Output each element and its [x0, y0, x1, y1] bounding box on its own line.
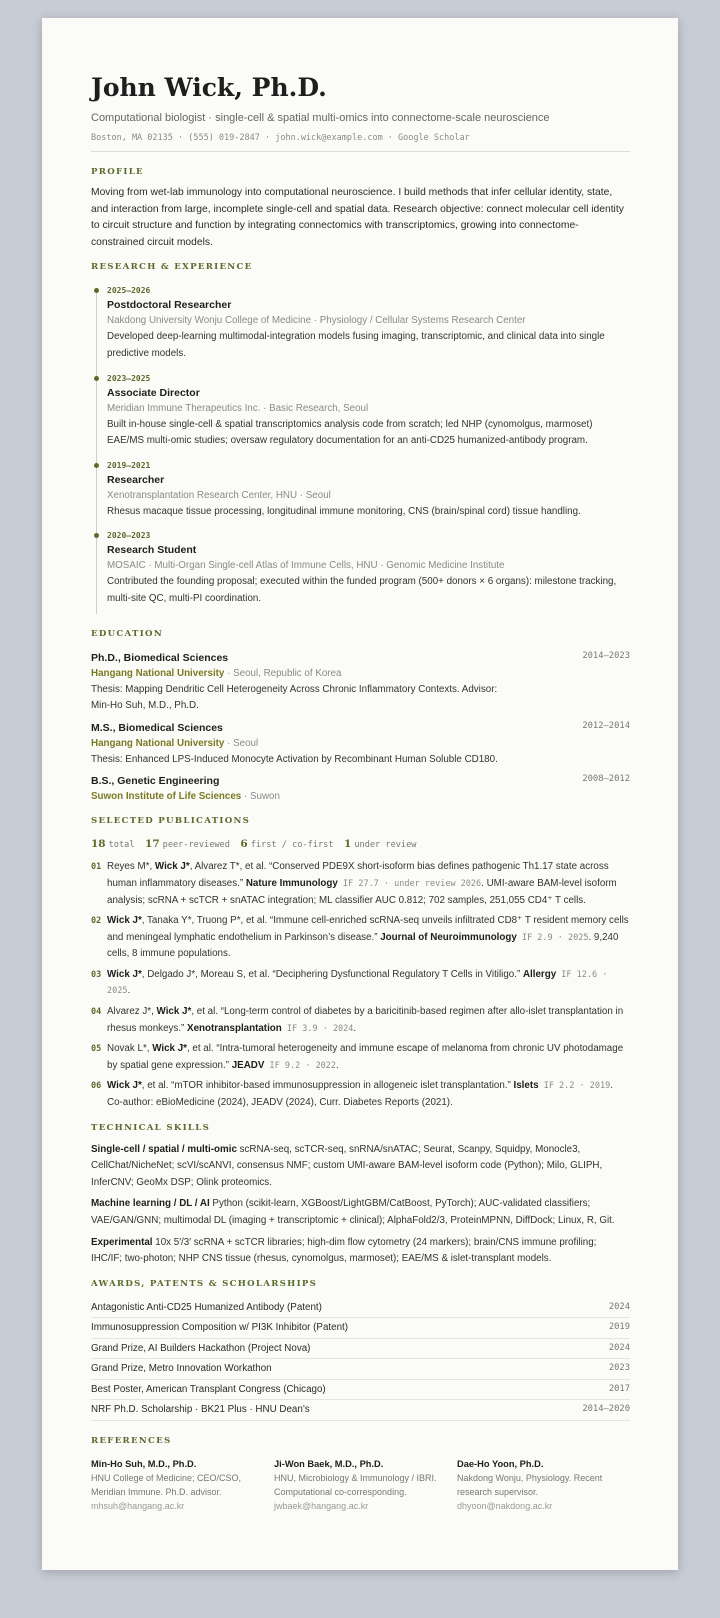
section-heading-skills: TECHNICAL SKILLS [91, 1122, 211, 1133]
education-years: 2014–2023 [582, 650, 630, 661]
stat-value: 17 [145, 838, 160, 851]
timeline-dot [94, 376, 99, 381]
award-year: 2023 [608, 1363, 630, 1374]
award-year: 2024 [608, 1301, 630, 1312]
award-name: NRF Ph.D. Scholarship · BK21 Plus · HNU Dean’s [91, 1404, 310, 1416]
author-rest-title: , Alvarez T*, et al. “Conserved PDE9X short-isoform bias defines pathogenic Th1.17 state across human inflammatory diseases.” [107, 861, 609, 889]
experience-timeline [91, 285, 630, 607]
author-prefix: Reyes M*, [107, 861, 155, 873]
publication-number: 03 [91, 969, 102, 980]
degree-title: Ph.D., Biomedical Sciences [91, 651, 229, 664]
author-rest-title: , Delgado J*, Moreau S, et al. “Deciphering Dysfunctional Regulatory T Cells in Vitiligo.” [141, 968, 523, 980]
publication-number: 06 [91, 1081, 102, 1092]
award-row [91, 1298, 630, 1319]
timeline-dot [94, 288, 99, 293]
stat-label: total [108, 840, 135, 851]
publication-number: 05 [91, 1044, 102, 1055]
experience-org: MOSAIC · Multi-Organ Single-cell Atlas of Immune Cells, HNU · Genomic Medicine Institute [107, 560, 505, 572]
reference-card [457, 1457, 627, 1513]
publication-note: . Co-author: eBioMedicine (2024), JEADV (2024), Curr. Diabetes Reports (2021). [107, 1080, 613, 1109]
award-year: 2024 [608, 1342, 630, 1353]
experience-item [91, 373, 630, 450]
stat-value: 6 [240, 838, 248, 851]
award-name: Grand Prize, Metro Innovation Workathon [91, 1363, 272, 1375]
award-name: Best Poster, American Transplant Congress (Chicago) [91, 1383, 326, 1395]
reference-email[interactable]: jwbaek@hangang.ac.kr [274, 1500, 369, 1511]
skill-text: Python (scikit-learn, XGBoost/LightGBM/CatBoost, PyTorch); AUC-validated classifiers; VAE/GAN/GNN; multimodal DL (imaging + transcriptomic + clinical); AlphaFold2/3, ProteinMPNN, DiffDock; Linux, R, Git. [91, 1198, 615, 1226]
timeline-dot [94, 533, 99, 538]
experience-title: Postdoctoral Researcher [107, 299, 232, 312]
section-heading-education: EDUCATION [91, 628, 163, 639]
author-self: Wick J* [154, 861, 190, 873]
degree-title: M.S., Biomedical Sciences [91, 721, 223, 734]
publication-authors [107, 1080, 514, 1091]
journal-name: Allergy [522, 968, 557, 980]
journal-name: Islets [513, 1080, 539, 1092]
publication-list [91, 859, 630, 1111]
candidate-name: John Wick, Ph.D. [91, 73, 327, 102]
education-item [91, 720, 630, 769]
publication-stats [91, 837, 630, 852]
publication-item [91, 1078, 630, 1111]
journal-meta: IF 12.6 · 2025 [107, 969, 608, 997]
publication-authors [107, 969, 523, 980]
experience-description: Contributed the founding proposal; executed within the funded program (500+ donors × 6 organs): milestone tracking, multi-site QC, multi-PI coordination. [107, 576, 617, 604]
school-location: · Suwon [241, 791, 280, 803]
school-location: · Seoul, Republic of Korea [224, 667, 342, 679]
school-line [91, 666, 630, 682]
school-name: Suwon Institute of Life Sciences [91, 791, 242, 803]
experience-years: 2025–2026 [107, 286, 151, 296]
award-name: Grand Prize, AI Builders Hackathon (Project Nova) [91, 1342, 311, 1354]
publication-authors [107, 1006, 623, 1034]
timeline-dot [94, 463, 99, 468]
stat-label: first / co-first [250, 840, 334, 851]
skill-group [91, 1235, 630, 1268]
author-prefix: Novak L*, [107, 1043, 153, 1055]
skill-label: Experimental [91, 1236, 153, 1248]
stat-value: 1 [344, 838, 352, 851]
reference-name: Min-Ho Suh, M.D., Ph.D. [91, 1458, 197, 1469]
section-heading-awards: AWARDS, PATENTS & SCHOLARSHIPS [91, 1278, 318, 1289]
author-self: Wick J* [156, 1006, 192, 1018]
publication-number: 04 [91, 1007, 102, 1018]
author-rest-title: , Tanaka Y*, Truong P*, et al. “Immune cell-enriched scRNA-seq unveils infiltrated CD8⁺ T resident memory cells and meningeal lymphatic endothelium in Parkinson’s disease.” [107, 915, 629, 943]
skill-text: 10x 5′/3′ scRNA + scTCR libraries; high-dim flow cytometry (24 markers); brain/CNS immune profiling; IHC/IF; two-photon; NHP CNS tissue (rhesus, cynomolgus, marmoset); EAE/MS & islet-transplant models. [91, 1236, 597, 1265]
award-row [91, 1380, 630, 1401]
journal-name: Nature Immunology [245, 877, 338, 889]
publication-item [91, 859, 630, 909]
experience-title: Research Student [107, 544, 197, 557]
stat-value: 18 [91, 838, 106, 851]
award-row [91, 1318, 630, 1339]
tagline: Computational biologist · single-cell & spatial multi-omics into connectome-scale neuroscience [91, 112, 550, 124]
experience-item [91, 530, 630, 607]
references-row [91, 1457, 630, 1513]
education-item [91, 773, 630, 805]
journal-meta: IF 3.9 · 2024 [281, 1023, 354, 1034]
reference-email[interactable]: mhsuh@hangang.ac.kr [91, 1500, 185, 1511]
school-name: Hangang National University [91, 667, 225, 679]
reference-email[interactable]: dhyoon@nakdong.ac.kr [457, 1500, 553, 1511]
publication-item [91, 1004, 630, 1037]
school-line [91, 789, 630, 805]
publication-item [91, 967, 630, 1000]
experience-org: Nakdong University Wonju College of Medicine · Physiology / Cellular Systems Research Center [107, 315, 526, 327]
journal-name: Xenotransplantation [187, 1022, 282, 1034]
section-heading-profile: PROFILE [91, 167, 144, 177]
author-self: Wick J* [152, 1043, 187, 1055]
publication-note: . UMI-aware BAM-level isoform analysis; scRNA + scTCR + snATAC integration; ML classifier AUC 0.812; 702 samples, 251,055 CD4⁺ T cells. [107, 877, 617, 906]
experience-description: Rhesus macaque tissue processing, longitudinal immune monitoring, CNS (brain/spinal cord) tissue handling. [107, 505, 581, 517]
journal-name: JEADV [231, 1059, 265, 1071]
experience-item [91, 460, 630, 521]
thesis: Thesis: Enhanced LPS-Induced Monocyte Activation by Recombinant Human Soluble CD180. [91, 753, 498, 765]
reference-description: HNU College of Medicine; CEO/CSO, Meridian Immune. Ph.D. advisor. [91, 1472, 242, 1497]
education-years: 2008–2012 [582, 774, 630, 785]
section-heading-references: REFERENCES [91, 1435, 172, 1446]
reference-name: Dae-Ho Yoon, Ph.D. [457, 1458, 544, 1469]
award-year: 2019 [608, 1322, 630, 1333]
publication-authors [107, 1043, 623, 1071]
stat-label: under review [354, 840, 417, 851]
experience-description: Built in-house single-cell & spatial transcriptomics analysis code from scratch; led NHP (cynomolgus, marmoset) EAE/MS multi-omic studies; oversaw regulatory documentation for an anti-CD25 humanized-antibody program. [107, 418, 593, 447]
award-row [91, 1359, 630, 1380]
experience-years: 2020–2023 [107, 531, 151, 541]
experience-years: 2023–2025 [107, 373, 151, 383]
award-year: 2014–2020 [582, 1404, 630, 1415]
skill-label: Machine learning / DL / AI [91, 1198, 210, 1210]
awards-list [91, 1298, 630, 1421]
experience-org: Xenotransplantation Research Center, HNU · Seoul [107, 489, 331, 501]
reference-card [91, 1457, 274, 1513]
journal-name: Journal of Neuroimmunology [380, 931, 517, 943]
author-self: Wick J* [107, 915, 142, 927]
journal-meta: IF 27.7 · under review 2026 [337, 878, 482, 889]
author-rest-title: , et al. “Intra-tumoral heterogeneity and immune escape of melanoma from chronic UV photodamage by spatial gene expression.” [107, 1043, 624, 1071]
experience-title: Researcher [107, 473, 165, 486]
skill-group [91, 1196, 630, 1229]
journal-meta: IF 9.2 · 2022 [264, 1060, 337, 1071]
award-name: Antagonistic Anti-CD25 Humanized Antibody (Patent) [91, 1301, 322, 1313]
reference-card [274, 1457, 457, 1513]
section-heading-publications: SELECTED PUBLICATIONS [91, 816, 251, 827]
award-row [91, 1339, 630, 1360]
journal-meta: IF 2.9 · 2025 [516, 932, 589, 943]
education-item [91, 650, 630, 715]
reference-description: Nakdong Wonju, Physiology. Recent research supervisor. [457, 1472, 603, 1497]
reference-name: Ji-Won Baek, M.D., Ph.D. [274, 1458, 384, 1469]
stat-label: peer-reviewed [162, 840, 230, 851]
author-self: Wick J* [107, 968, 142, 980]
school-line [91, 736, 630, 752]
degree-title: B.S., Genetic Engineering [91, 775, 220, 788]
award-year: 2017 [608, 1383, 630, 1394]
reference-description: HNU, Microbiology & Immunology / IBRI. Computational co-corresponding. [274, 1472, 437, 1497]
experience-description: Developed deep-learning multimodal-integration models fusing imaging, transcriptomic, and clinical data into single predictive models. [107, 331, 605, 359]
author-rest-title: , et al. “mTOR inhibitor-based immunosuppression in allogeneic islet transplantation.” [141, 1080, 514, 1092]
skill-group [91, 1142, 630, 1192]
publication-item [91, 913, 630, 963]
award-name: Immunosuppression Composition w/ PI3K Inhibitor (Patent) [91, 1322, 349, 1334]
skill-label: Single-cell / spatial / multi-omic [91, 1143, 237, 1155]
contact-line: Boston, MA 02135 · (555) 019-2847 · john.wick@example.com · Google Scholar [91, 133, 470, 143]
profile-text: Moving from wet-lab immunology into computational neuroscience. I build methods that infer cellular identity, state, and interaction from large, incomplete single-cell and spatial data. Research objective: connect molecular cell identity to circuit structure and function by integrating connectomics with transcriptomics, growing into connectome-constrained circuit models. [91, 187, 624, 248]
publication-note: . [336, 1059, 339, 1071]
resume-page [42, 18, 678, 1570]
author-rest-title: , et al. “Long-term control of diabetes by a baricitinib-based regimen after allo-islet transplantation in rhesus monkeys.” [107, 1006, 624, 1034]
publication-note: . [127, 985, 131, 997]
school-location: · Seoul [224, 737, 259, 749]
header-divider [91, 151, 630, 152]
award-row [91, 1400, 630, 1421]
experience-title: Associate Director [107, 386, 200, 399]
publication-note: . [353, 1022, 357, 1034]
experience-years: 2019–2021 [107, 460, 151, 470]
experience-org: Meridian Immune Therapeutics Inc. · Basic Research, Seoul [107, 402, 369, 414]
journal-meta: IF 2.2 · 2019 [538, 1081, 611, 1092]
skill-text: scRNA-seq, scTCR-seq, snRNA/snATAC; Seurat, Scanpy, Squidpy, Monocle3, CellChat/NicheNet; scVI/scANVI, consensus NMF; custom UMI-aware BAM-level isoform code (Python); Milo, GLIPH, InferCNV; GeoMx DSP; Olink proteomics. [91, 1143, 603, 1188]
author-self: Wick J* [107, 1080, 142, 1092]
education-years: 2012–2014 [582, 720, 630, 731]
section-heading-experience: RESEARCH & EXPERIENCE [91, 262, 253, 273]
publication-number: 02 [91, 916, 102, 927]
school-name: Hangang National University [91, 737, 225, 749]
publication-item [91, 1041, 630, 1074]
author-prefix: Alvarez J*, [107, 1006, 157, 1018]
thesis: Thesis: Mapping Dendritic Cell Heterogeneity Across Chronic Inflammatory Contexts. Advisor: Min-Ho Suh, M.D., Ph.D. [91, 683, 498, 712]
publication-note: . 9,240 cells, 8 immune populations. [107, 931, 619, 960]
publication-number: 01 [91, 862, 102, 873]
experience-item [91, 285, 630, 362]
